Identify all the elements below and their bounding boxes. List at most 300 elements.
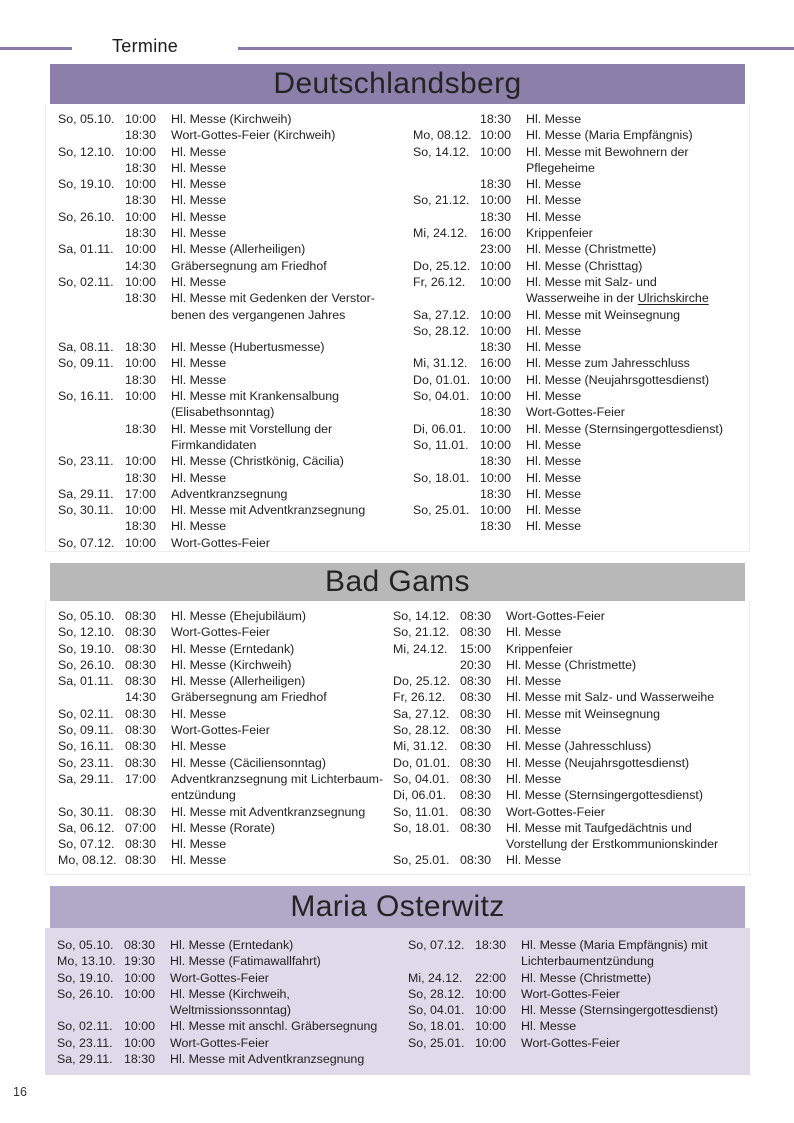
entry-date: [58, 192, 125, 208]
entry-date: [58, 421, 125, 437]
entry-text: Hl. Messe: [171, 193, 227, 208]
entry-text: Hl. Messe: [171, 160, 227, 175]
entry-time: 08:30: [125, 625, 157, 640]
entry-time: 16:00: [480, 226, 512, 241]
entry-time: 10:00: [125, 144, 157, 159]
entry-time: 17:00: [125, 771, 157, 786]
entry-text: Hl. Messe (Christkönig, Cäcilia): [171, 454, 344, 469]
schedule-row: [58, 176, 413, 192]
entry-text: Hl. Messe: [506, 674, 562, 689]
entry-date: So, 25.01.: [393, 853, 450, 868]
entry-date: So, 09.11.: [58, 356, 114, 371]
entry-text: Hl. Messe (Christmette): [506, 657, 637, 672]
entry-time: 16:00: [480, 356, 512, 371]
entry-date: Do, 01.01.: [393, 755, 451, 770]
entry-text: Hl. Messe: [526, 486, 582, 501]
schedule-row: [413, 111, 749, 127]
schedule-row: [413, 502, 749, 518]
entry-time: 10:00: [480, 258, 512, 273]
entry-date: So, 30.11.: [58, 503, 114, 518]
entry-time: 18:30: [124, 1052, 156, 1067]
entry-date: Sa, 06.12.: [58, 820, 115, 835]
schedule-row: [58, 836, 393, 852]
entry-text: Hl. Messe: [526, 389, 582, 404]
entry-time: 10:00: [480, 503, 512, 518]
entry-date: So, 16.11.: [58, 389, 114, 404]
entry-date: So, 07.12.: [58, 837, 115, 852]
entry-text: benen des vergangenen Jahres: [171, 307, 346, 322]
entry-time: 08:30: [125, 674, 157, 689]
entry-time: 20:30: [460, 657, 492, 672]
schedule-column-right: [413, 111, 749, 551]
entry-time: 08:30: [124, 938, 156, 952]
entry-text: Hl. Messe zum Jahresschluss: [526, 356, 690, 371]
entry-date: [58, 437, 125, 453]
entry-text: Firmkandidaten: [171, 437, 257, 452]
entry-time: [125, 307, 171, 323]
schedule-row: [58, 192, 413, 208]
entry-text: Hl. Messe: [171, 226, 227, 241]
entry-text-underlined: Ulrichskirche: [637, 291, 709, 306]
section-title-bad-gams: Bad Gams: [50, 563, 745, 601]
entry-time: 08:30: [460, 788, 492, 803]
entry-time: 10:00: [480, 128, 512, 143]
entry-text: Hl. Messe: [526, 323, 582, 338]
entry-date: So, 09.11.: [58, 723, 114, 738]
page-kicker: Termine: [112, 36, 179, 56]
entry-text: Hl. Messe mit Krankensalbung: [171, 389, 340, 404]
entry-text: Hl. Messe: [171, 837, 227, 852]
entry-date: Sa, 01.11.: [58, 674, 114, 689]
entry-date: Mi, 31.12.: [393, 739, 448, 754]
entry-text: Hl. Messe mit Taufgedächtnis und: [506, 820, 692, 835]
entry-time: 10:00: [125, 503, 157, 518]
schedule-row: [408, 986, 750, 1002]
schedule-row: [58, 535, 413, 551]
section-maria-osterwitz: [45, 886, 750, 1075]
entry-text: Hl. Messe: [171, 372, 227, 387]
entry-text: Hl. Messe: [171, 519, 227, 534]
entry-date: So, 28.12.: [393, 723, 450, 738]
entry-text: Krippenfeier: [526, 226, 593, 241]
entry-date: [58, 258, 125, 274]
entry-date: So, 28.12.: [413, 323, 470, 338]
entry-date: Mo, 13.10.: [57, 954, 116, 969]
entry-text: Hl. Messe (Christtag): [526, 258, 643, 273]
entry-time: 23:00: [480, 242, 512, 257]
entry-time: 10:00: [475, 1003, 507, 1018]
entry-time: 18:30: [125, 291, 157, 306]
entry-date: So, 26.10.: [57, 986, 114, 1001]
schedule-row: [58, 274, 413, 290]
schedule-row: [413, 209, 749, 225]
entry-time: 18:30: [475, 938, 507, 952]
entry-text: (Elisabethsonntag): [171, 405, 275, 420]
schedule-row: [58, 502, 413, 518]
schedule-row: [58, 290, 413, 306]
schedule-row: [413, 307, 749, 323]
entry-date: [393, 836, 460, 852]
entry-text: Wasserweihe in der Ulrichskirche: [526, 291, 709, 306]
schedule-row: [413, 241, 749, 257]
entry-text: Hl. Messe mit Adventkranzsegnung: [171, 804, 366, 819]
entry-time: 08:30: [460, 609, 492, 623]
entry-time: 10:00: [475, 1019, 507, 1034]
entry-date: Sa, 08.11.: [58, 340, 114, 355]
schedule-row: [413, 404, 749, 420]
schedule-row: [393, 624, 749, 640]
entry-date: [57, 1002, 124, 1018]
schedule-row: [408, 1018, 750, 1034]
entry-date: So, 21.12.: [393, 625, 450, 640]
entry-text: Gräbersegnung am Friedhof: [171, 690, 327, 705]
schedule-row: [413, 258, 749, 274]
schedule-row: [413, 453, 749, 469]
schedule-row: [408, 937, 750, 953]
entry-time: 10:00: [125, 274, 157, 289]
entry-date: So, 11.01.: [393, 804, 449, 819]
schedule-row: [393, 852, 749, 868]
entry-time: 08:30: [460, 804, 492, 819]
entry-time: 10:00: [124, 1019, 156, 1034]
entry-date: So, 16.11.: [58, 739, 114, 754]
entry-text: Hl. Messe (Cäciliensonntag): [171, 755, 326, 770]
entry-text: entzündung: [171, 788, 236, 803]
schedule-row: [393, 836, 749, 852]
schedule-row: [58, 608, 393, 624]
section-deutschlandsberg: [45, 64, 750, 552]
entry-text: Hl. Messe: [526, 177, 582, 192]
entry-date: Fr, 26.12.: [413, 274, 466, 289]
entry-date: Fr, 26.12.: [393, 690, 446, 705]
schedule-maria-osterwitz: [45, 928, 750, 1075]
entry-date: So, 05.10.: [58, 112, 115, 126]
entry-date: Do, 25.12.: [393, 674, 451, 689]
schedule-row: [58, 486, 413, 502]
schedule-row: [408, 1002, 750, 1018]
entry-text: Adventkranzsegnung mit Lichterbaum-: [171, 771, 384, 786]
entry-date: Sa, 29.11.: [58, 486, 114, 501]
entry-time: 08:30: [125, 609, 157, 623]
schedule-row: [58, 127, 413, 143]
schedule-row: [413, 518, 749, 534]
schedule-row: [393, 771, 749, 787]
schedule-row: [58, 657, 393, 673]
entry-time: 10:00: [480, 421, 512, 436]
entry-time: [124, 1002, 170, 1018]
entry-time: 18:30: [480, 209, 512, 224]
schedule-row: [413, 486, 749, 502]
entry-time: 10:00: [480, 389, 512, 404]
entry-time: 17:00: [125, 486, 157, 501]
schedule-row: [58, 852, 393, 868]
schedule-row: [393, 641, 749, 657]
entry-date: Sa, 29.11.: [57, 1052, 113, 1067]
schedule-row: [393, 820, 749, 836]
entry-text: Hl. Messe mit Adventkranzsegnung: [171, 503, 366, 518]
entry-time: 18:30: [480, 177, 512, 192]
section-title-maria-osterwitz: Maria Osterwitz: [50, 886, 745, 928]
schedule-row: [58, 421, 413, 437]
entry-text: Hl. Messe: [506, 625, 562, 640]
schedule-row: [58, 404, 413, 420]
entry-text: Gräbersegnung am Friedhof: [171, 258, 327, 273]
entry-time: 18:30: [480, 454, 512, 469]
entry-date: [413, 176, 480, 192]
entry-text: Wort-Gottes-Feier: [526, 405, 625, 420]
schedule-row: [57, 1051, 408, 1067]
schedule-row: [58, 518, 413, 534]
entry-time: 14:30: [125, 258, 157, 273]
entry-date: [58, 323, 125, 339]
entry-text: Hl. Messe: [506, 771, 562, 786]
schedule-row: [58, 144, 413, 160]
schedule-row: [58, 111, 413, 127]
entry-time: [125, 437, 171, 453]
entry-text: Hl. Messe mit Gedenken der Verstor-: [171, 291, 375, 306]
entry-time: 18:30: [125, 193, 157, 208]
entry-text: Hl. Messe: [526, 519, 582, 534]
entry-date: Mi, 24.12.: [393, 641, 448, 656]
schedule-row: [58, 437, 413, 453]
entry-date: So, 25.01.: [413, 503, 470, 518]
schedule-row: [58, 209, 413, 225]
entry-time: 08:30: [125, 804, 157, 819]
entry-time: 18:30: [125, 421, 157, 436]
entry-time: 10:00: [125, 242, 157, 257]
entry-text: Wort-Gottes-Feier (Kirchweih): [171, 128, 336, 143]
entry-text: Wort-Gottes-Feier: [171, 723, 270, 738]
entry-text: Hl. Messe: [506, 853, 562, 868]
entry-time: 18:30: [125, 519, 157, 534]
entry-time: 08:30: [460, 723, 492, 738]
section-title-deutschlandsberg: Deutschlandsberg: [50, 64, 745, 104]
entry-time: 10:00: [480, 307, 512, 322]
entry-time: 10:00: [125, 177, 157, 192]
schedule-row: [58, 771, 393, 787]
entry-date: [58, 518, 125, 534]
entry-time: 22:00: [475, 970, 507, 985]
entry-date: So, 04.01.: [393, 771, 450, 786]
entry-text: Weltmissionssonntag): [170, 1003, 291, 1018]
entry-date: So, 05.10.: [58, 609, 115, 623]
entry-date: [413, 209, 480, 225]
schedule-row: [58, 388, 413, 404]
entry-time: [475, 953, 521, 969]
schedule-row: [58, 470, 413, 486]
entry-time: 08:30: [460, 690, 492, 705]
entry-date: [393, 657, 460, 673]
entry-text: Hl. Messe (Sternsingergottesdienst): [521, 1003, 718, 1018]
entry-date: So, 02.11.: [58, 706, 114, 721]
schedule-row: [393, 755, 749, 771]
entry-date: Mo, 08.12.: [58, 853, 117, 868]
entry-text: Wort-Gottes-Feier: [506, 609, 605, 623]
entry-date: Do, 01.01.: [413, 372, 471, 387]
entry-time: 18:30: [125, 160, 157, 175]
entry-time: 10:00: [475, 986, 507, 1001]
entry-text: Hl. Messe: [521, 1019, 577, 1034]
schedule-row: [413, 470, 749, 486]
entry-time: 08:30: [125, 706, 157, 721]
entry-text: Hl. Messe (Sternsingergottesdienst): [526, 421, 723, 436]
entry-text: Hl. Messe (Jahresschluss): [506, 739, 652, 754]
schedule-row: [408, 1035, 750, 1051]
schedule-row: [58, 339, 413, 355]
entry-time: 08:30: [125, 739, 157, 754]
entry-date: So, 28.12.: [408, 986, 465, 1001]
entry-time: 10:00: [480, 193, 512, 208]
schedule-row: [58, 372, 413, 388]
entry-time: 18:30: [480, 519, 512, 534]
entry-date: Sa, 01.11.: [58, 242, 114, 257]
entry-date: [58, 372, 125, 388]
entry-time: 10:00: [475, 1035, 507, 1050]
entry-time: 10:00: [125, 389, 157, 404]
entry-text: Wort-Gottes-Feier: [521, 986, 620, 1001]
entry-time: [125, 404, 171, 420]
schedule-row: [393, 608, 749, 624]
entry-date: [413, 486, 480, 502]
schedule-row: [413, 144, 749, 160]
entry-text: Hl. Messe mit Weinsegnung: [506, 706, 661, 721]
entry-text: Krippenfeier: [506, 641, 573, 656]
schedule-row: [57, 986, 408, 1002]
schedule-row: [58, 755, 393, 771]
entry-text: Hl. Messe (Erntedank): [171, 641, 295, 656]
entry-date: Mi, 31.12.: [413, 356, 468, 371]
entry-time: 10:00: [125, 356, 157, 371]
entry-time: 19:30: [124, 954, 156, 969]
entry-text: Wort-Gottes-Feier: [171, 625, 270, 640]
entry-time: [125, 787, 171, 803]
entry-time: 10:00: [480, 323, 512, 338]
schedule-row: [58, 258, 413, 274]
entry-text: Hl. Messe: [526, 503, 582, 518]
entry-text: Hl. Messe mit Salz- und Wasserweihe: [506, 690, 715, 705]
entry-time: 18:30: [480, 405, 512, 420]
entry-text: Hl. Messe (Neujahrsgottesdienst): [526, 372, 710, 387]
entry-date: So, 12.10.: [58, 625, 115, 640]
entry-date: [408, 953, 475, 969]
schedule-row: [58, 673, 393, 689]
entry-text: Hl. Messe (Kirchweih): [171, 112, 292, 126]
entry-date: So, 26.10.: [58, 657, 115, 672]
schedule-column-right: [393, 608, 749, 874]
kicker-rule-left: [0, 47, 72, 50]
entry-time: 08:30: [460, 853, 492, 868]
entry-time: 10:00: [125, 112, 157, 126]
entry-date: So, 26.10.: [58, 209, 115, 224]
entry-text: Hl. Messe: [171, 356, 227, 371]
entry-time: 18:30: [125, 340, 157, 355]
schedule-row: [57, 1002, 408, 1018]
schedule-row: [57, 1018, 408, 1034]
schedule-row: [58, 160, 413, 176]
schedule-row: [393, 787, 749, 803]
entry-date: Mo, 08.12.: [413, 128, 472, 143]
entry-time: [480, 160, 526, 176]
entry-date: So, 02.11.: [57, 1019, 113, 1034]
entry-time: 10:00: [124, 1035, 156, 1050]
entry-date: Sa, 29.11.: [58, 771, 114, 786]
entry-text: Hl. Messe: [171, 470, 227, 485]
section-bad-gams: [45, 563, 750, 875]
schedule-row: [58, 241, 413, 257]
entry-time: 08:30: [460, 820, 492, 835]
entry-text: Hl. Messe: [171, 274, 227, 289]
entry-text: Hl. Messe mit anschl. Gräbersegnung: [170, 1019, 378, 1034]
entry-text: Hl. Messe (Neujahrsgottesdienst): [506, 755, 690, 770]
schedule-column-left: [58, 111, 413, 551]
entry-text: Hl. Messe mit Vorstellung der: [171, 421, 333, 436]
entry-text: Wort-Gottes-Feier: [521, 1035, 620, 1050]
entry-time: 10:00: [124, 970, 156, 985]
entry-time: 08:30: [125, 853, 157, 868]
entry-date: [58, 225, 125, 241]
entry-time: 08:30: [125, 657, 157, 672]
entry-date: So, 07.12.: [58, 535, 115, 550]
page-number: 16: [13, 1085, 27, 1099]
kicker-rule-right: [238, 47, 794, 50]
entry-date: So, 23.11.: [58, 755, 114, 770]
entry-date: Sa, 27.12.: [413, 307, 470, 322]
entry-date: So, 19.10.: [58, 641, 115, 656]
entry-time: [460, 836, 506, 852]
schedule-row: [393, 673, 749, 689]
entry-time: 10:00: [480, 470, 512, 485]
entry-time: 07:00: [125, 820, 157, 835]
entry-date: [58, 307, 125, 323]
entry-time: 18:30: [480, 486, 512, 501]
entry-time: 10:00: [124, 986, 156, 1001]
entry-date: Sa, 27.12.: [393, 706, 450, 721]
schedule-row: [58, 722, 393, 738]
entry-date: [58, 470, 125, 486]
entry-date: So, 19.10.: [57, 970, 114, 985]
entry-date: [413, 241, 480, 257]
entry-time: 10:00: [480, 372, 512, 387]
entry-text: Hl. Messe: [171, 209, 227, 224]
schedule-row: [58, 641, 393, 657]
entry-text: Pflegeheime: [526, 160, 595, 175]
schedule-row: [58, 787, 393, 803]
entry-text: Hl. Messe: [526, 437, 582, 452]
entry-time: 18:30: [480, 112, 512, 126]
entry-time: 10:00: [125, 454, 157, 469]
entry-text: Adventkranzsegnung: [171, 486, 288, 501]
entry-date: Di, 06.01.: [393, 788, 447, 803]
schedule-row: [413, 225, 749, 241]
schedule-row: [393, 722, 749, 738]
entry-text: Hl. Messe mit Salz- und: [526, 274, 657, 289]
schedule-row: [58, 624, 393, 640]
entry-date: [413, 290, 480, 306]
entry-date: So, 21.12.: [413, 193, 470, 208]
entry-text: Hl. Messe mit Bewohnern der: [526, 144, 689, 159]
entry-text: Hl. Messe: [171, 177, 227, 192]
schedule-row: [393, 657, 749, 673]
entry-time: [125, 323, 171, 339]
schedule-row: [413, 388, 749, 404]
schedule-row: [413, 192, 749, 208]
entry-text: Hl. Messe (Rorate): [171, 820, 275, 835]
entry-text: Hl. Messe (Erntedank): [170, 938, 294, 952]
entry-date: [413, 518, 480, 534]
entry-text: Hl. Messe: [171, 706, 227, 721]
schedule-row: [413, 176, 749, 192]
entry-text: Hl. Messe mit Weinsegnung: [526, 307, 681, 322]
